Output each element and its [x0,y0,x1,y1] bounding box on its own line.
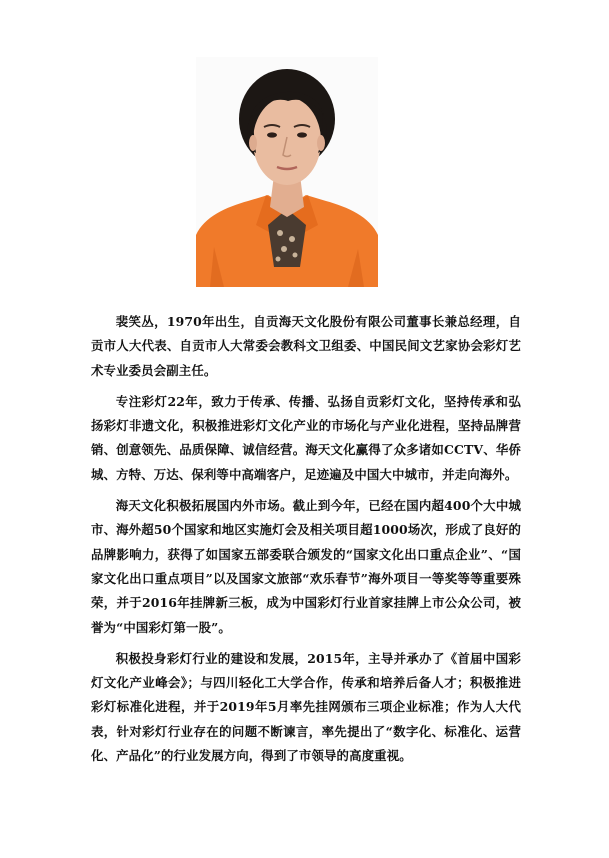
paragraph-career: 专注彩灯22年，致力于传承、传播、弘扬自贡彩灯文化，坚持传承和弘扬彩灯非遗文化，积极推进彩灯文化产业的市场化与产业化进程，坚持品牌营销、创意领先、品质保障、诚信经营。海天文化赢得了众多诸如CCTV、华侨城、方特、万达、保利等中高端客户，足迹遍及中国大中城市，并走向海外。 [91,393,521,482]
paragraph-market: 海天文化积极拓展国内外市场。截止到今年，已经在国内超400个大中城市、海外超50个国家和地区实施灯会及相关项目超1000场次，形成了良好的品牌影响力，获得了如国家五部委联合颁发的“国家文化出口重点企业”、“国家文化出口重点项目”以及国家文旅部“欢乐春节”海外项目一等奖等等重要殊荣，并于2016年挂牌新三板，成为中国彩灯行业首家挂牌上市公众公司，被誉为“中国彩灯第一股”。 [91,498,521,635]
portrait-photo-icon [196,57,378,287]
biography-text [91,310,521,775]
paragraph-intro: 裴笑丛，1970年出生，自贡海天文化股份有限公司董事长兼总经理，自贡市人大代表、自贡市人大常委会教科文卫组委、中国民间文艺家协会彩灯艺术专业委员会副主任。 [91,314,521,378]
portrait-photo [196,57,378,287]
paragraph-industry: 积极投身彩灯行业的建设和发展，2015年，主导并承办了《首届中国彩灯文化产业峰会》；与四川轻化工大学合作，传承和培养后备人才；积极推进彩灯标准化进程，并于2019年5月率先挂网颁布三项企业标准；作为人大代表，针对彩灯行业存在的问题不断谏言，率先提出了“数字化、标准化、运营化、产品化”的行业发展方向，得到了市领导的高度重视。 [91,650,521,764]
